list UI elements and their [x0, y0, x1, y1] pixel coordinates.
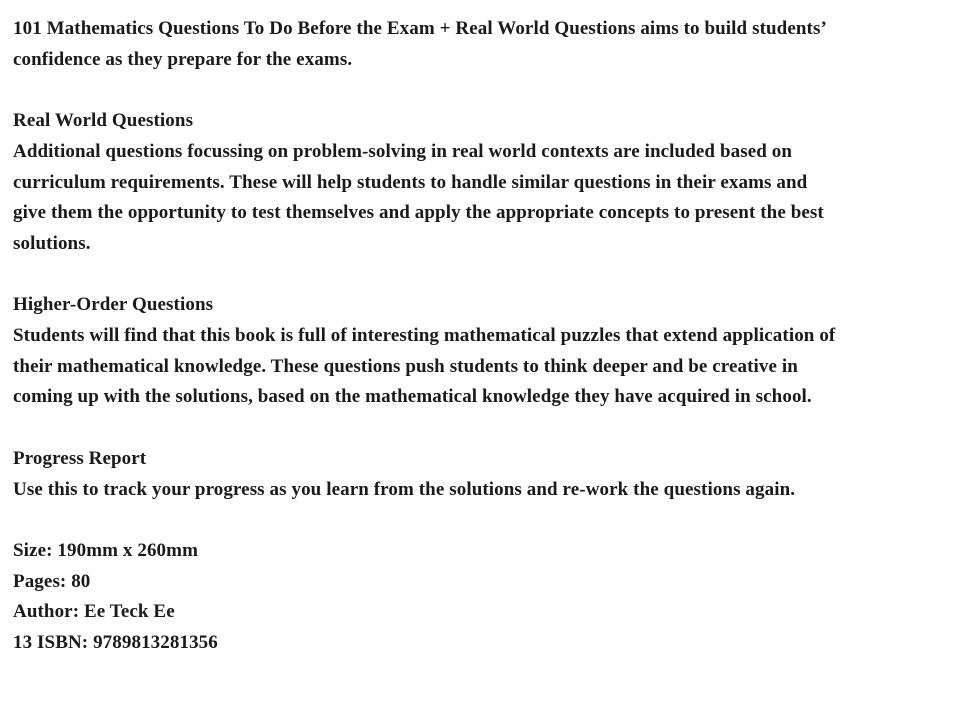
spacer [13, 413, 843, 444]
spacer [13, 260, 843, 291]
section-heading-real-world: Real World Questions [13, 110, 194, 132]
section-body-higher-order: Students will find that this book is full of interesting mathematical puzzles that extend application of their mathematical knowledge. These questions push students to think deeper and be creative in coming up with the solutions, based on the mathematical knowledge they have acquired in school. [13, 325, 836, 408]
spacer [13, 75, 843, 106]
section-body-progress-report: Use this to track your progress as you learn from the solutions and re-work the questions again. [13, 478, 796, 500]
spec-size: Size: 190mm x 260mm [13, 539, 198, 561]
intro-paragraph: 101 Mathematics Questions To Do Before the Exam + Real World Questions aims to build students’ confidence as they prepare for the exams. [13, 18, 826, 70]
product-description [13, 14, 843, 659]
spec-pages: Pages: 80 [13, 570, 91, 592]
section-body-real-world: Additional questions focussing on problem-solving in real world contexts are included based on curriculum requirements. These will help students to handle similar questions in their exams and give them the opportunity to test themselves and apply the appropriate concepts to present the best solutions. [13, 140, 824, 254]
spec-isbn: 13 ISBN: 9789813281356 [13, 632, 218, 653]
spacer [13, 505, 843, 536]
spec-author: Author: Ee Teck Ee [13, 601, 175, 623]
section-heading-higher-order: Higher-Order Questions [13, 294, 214, 316]
section-heading-progress-report: Progress Report [13, 447, 147, 469]
